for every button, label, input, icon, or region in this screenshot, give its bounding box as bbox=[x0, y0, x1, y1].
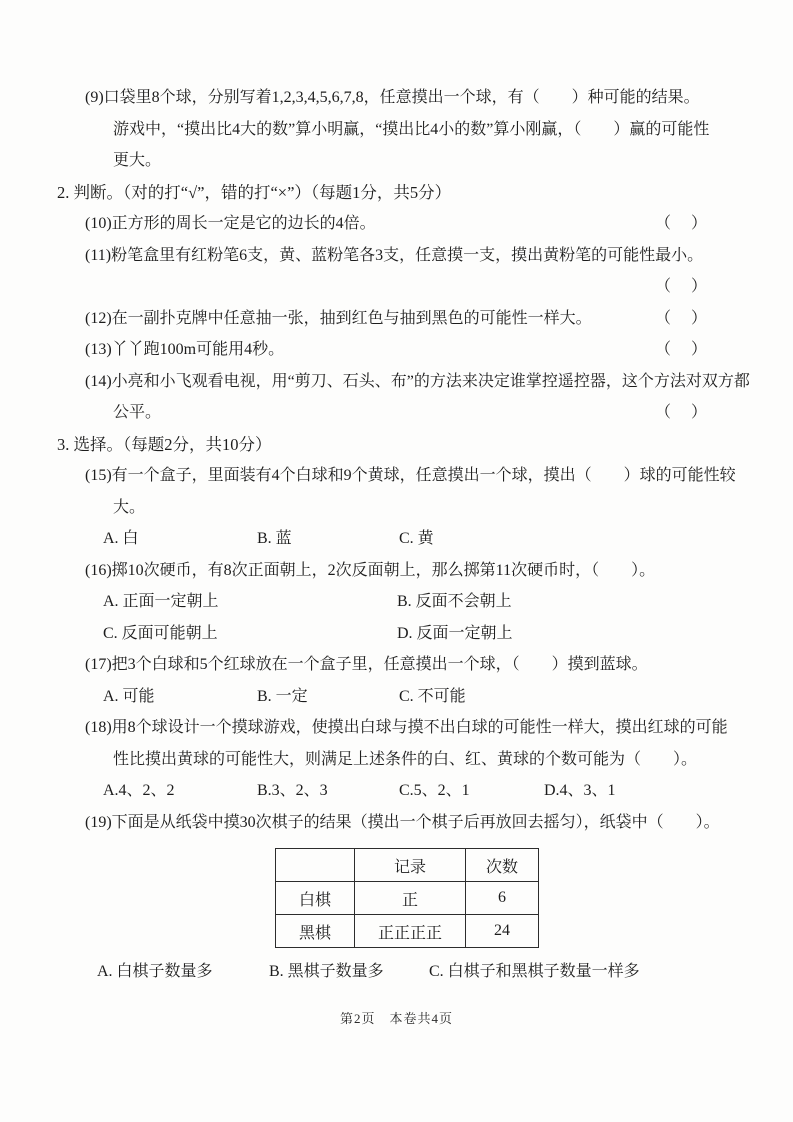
question-15-option-a: A. 白 bbox=[103, 530, 139, 547]
section-2-header: 2. 判断。（对的打“√”，错的打“×”）（每题1分，共5分） bbox=[57, 182, 452, 202]
tally-cell-black-label: 黑棋 bbox=[276, 915, 355, 948]
question-16-options-row-2 bbox=[57, 618, 711, 650]
question-11-text: (11)粉笔盒里有红粉笔6支，黄、蓝粉笔各3支，任意摸一支，摸出黄粉笔的可能性最小。 bbox=[85, 246, 704, 264]
question-9-line-3: 更大。 bbox=[113, 152, 162, 169]
question-10-answer-paren: （ ） bbox=[654, 215, 709, 232]
question-14-line-2 bbox=[57, 397, 711, 429]
question-19-option-a: A. 白棋子数量多 bbox=[97, 963, 213, 980]
question-18-line-1: (18)用8个球设计一个摸球游戏，使摸出白球与摸不出白球的可能性一样大，摸出红球的可能 bbox=[85, 719, 728, 736]
question-16-option-d: D. 反面一定朝上 bbox=[397, 624, 513, 642]
question-16-options-row-1 bbox=[57, 586, 711, 618]
question-15-option-c: C. 黄 bbox=[399, 530, 434, 547]
question-16-option-c: C. 反面可能朝上 bbox=[103, 624, 218, 642]
question-13 bbox=[57, 334, 711, 366]
question-19-options bbox=[57, 956, 711, 988]
question-18-option-d: D.4、3、1 bbox=[544, 782, 616, 799]
question-17-option-a: A. 可能 bbox=[103, 687, 155, 705]
question-12 bbox=[57, 303, 711, 335]
question-18-options bbox=[57, 775, 711, 807]
section-3-header: 3. 选择。（每题2分，共10分） bbox=[57, 434, 272, 454]
tally-cell-white-count: 6 bbox=[466, 882, 539, 915]
question-18-option-a: A.4、2、2 bbox=[103, 782, 175, 799]
question-18-line-2: 性比摸出黄球的可能性大，则满足上述条件的白、红、黄球的个数可能为（ ）。 bbox=[113, 750, 698, 768]
question-14-line-1: (14)小亮和小飞观看电视，用“剪刀、石头、布”的方法来决定谁掌控遥控器，这个方法对双方都 bbox=[85, 372, 750, 390]
question-18-option-c: C.5、2、1 bbox=[399, 782, 470, 799]
question-16-line-1: (16)掷10次硬币，有8次正面朝上，2次反面朝上，那么掷第11次硬币时，（ ）。 bbox=[85, 561, 656, 579]
tally-table bbox=[275, 848, 539, 948]
question-19-line-1: (19)下面是从纸袋中摸30次棋子的结果（摸出一个棋子后再放回去摇匀），纸袋中（ ）。 bbox=[85, 813, 720, 831]
tally-table-header-row bbox=[276, 849, 539, 882]
tally-table-header-count: 次数 bbox=[466, 849, 539, 882]
question-12-answer-paren: （ ） bbox=[654, 309, 709, 327]
question-15-option-b: B. 蓝 bbox=[257, 530, 292, 547]
question-18-option-b: B.3、2、3 bbox=[257, 782, 328, 799]
question-16-option-b: B. 反面不会朝上 bbox=[397, 593, 512, 610]
question-17-line-1: (17)把3个白球和5个红球放在一个盒子里，任意摸出一个球，（ ）摸到蓝球。 bbox=[85, 656, 648, 673]
tally-cell-white-label: 白棋 bbox=[276, 882, 355, 915]
paper-content bbox=[57, 82, 750, 988]
tally-table-header-record: 记录 bbox=[355, 849, 466, 882]
question-16-option-a: A. 正面一定朝上 bbox=[103, 593, 219, 610]
question-19-option-b: B. 黑棋子数量多 bbox=[269, 963, 384, 980]
question-13-text: (13)丫丫跑100m可能用4秒。 bbox=[85, 341, 285, 358]
tally-table-row-white bbox=[276, 882, 539, 915]
question-17-option-b: B. 一定 bbox=[257, 687, 308, 705]
question-9-line-1: (9)口袋里8个球，分别写着1,2,3,4,5,6,7,8，任意摸出一个球，有（ ）种可能的结果。 bbox=[85, 89, 700, 106]
question-13-answer-paren: （ ） bbox=[654, 341, 709, 358]
tally-table-row-black bbox=[276, 915, 539, 948]
question-15-line-1: (15)有一个盒子，里面装有4个白球和9个黄球，任意摸出一个球，摸出（ ）球的可能性较 bbox=[85, 467, 736, 484]
question-12-text: (12)在一副扑克牌中任意抽一张，抽到红色与抽到黑色的可能性一样大。 bbox=[85, 309, 592, 327]
question-11-answer-paren: （ ） bbox=[654, 278, 709, 295]
tally-table-corner-cell bbox=[276, 849, 355, 882]
question-15-line-2: 大。 bbox=[113, 498, 146, 516]
question-17-option-c: C. 不可能 bbox=[399, 687, 466, 705]
question-17-options bbox=[57, 681, 711, 713]
question-14-answer-paren: （ ） bbox=[654, 404, 709, 421]
question-14-line-2-text: 公平。 bbox=[113, 404, 162, 421]
page-footer: 第2页 本卷共4页 bbox=[339, 1011, 453, 1026]
tally-cell-black-count: 24 bbox=[466, 915, 539, 948]
question-10-text: (10)正方形的周长一定是它的边长的4倍。 bbox=[85, 215, 376, 232]
question-9-line-2: 游戏中，“摸出比4大的数”算小明赢，“摸出比4小的数”算小刚赢，（ ）赢的可能性 bbox=[113, 120, 710, 138]
question-15-options bbox=[57, 523, 711, 555]
question-19-option-c: C. 白棋子和黑棋子数量一样多 bbox=[429, 963, 640, 980]
question-10 bbox=[57, 208, 711, 240]
tally-cell-black-record: 正正正正 bbox=[355, 915, 466, 948]
tally-cell-white-record: 正 bbox=[355, 882, 466, 915]
